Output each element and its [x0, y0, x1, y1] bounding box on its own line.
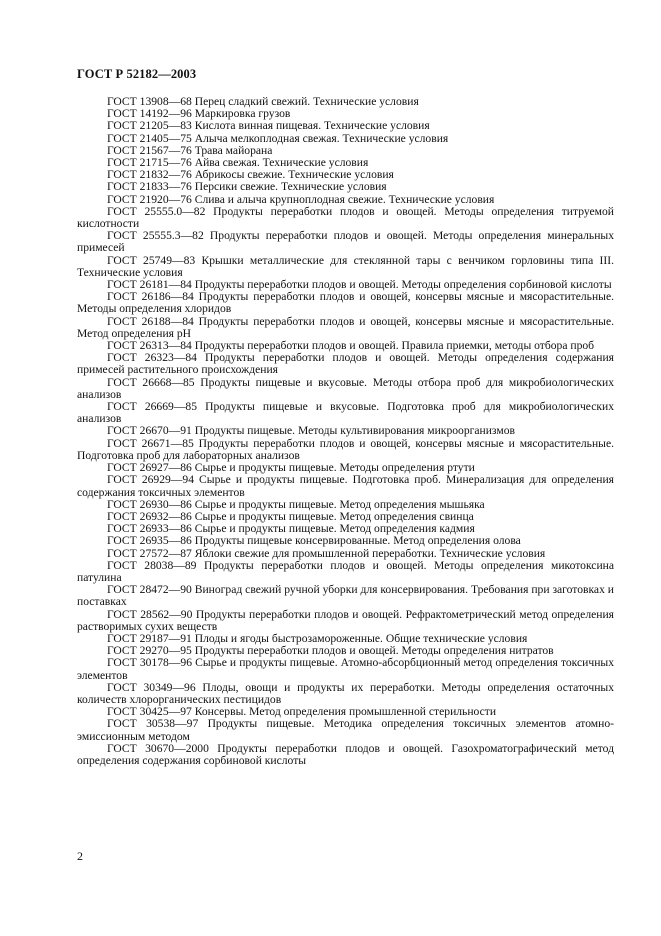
reference-item: ГОСТ 25555.3—82 Продукты переработки плодов и овощей. Методы определения минеральных примесей	[77, 229, 614, 255]
reference-item: ГОСТ 26181—84 Продукты переработки плодов и овощей. Методы определения сорбиновой кислоты	[107, 278, 612, 292]
reference-item: ГОСТ 21205—83 Кислота винная пищевая. Технические условия	[107, 119, 430, 133]
reference-item: ГОСТ 13908—68 Перец сладкий свежий. Технические условия	[107, 95, 419, 108]
reference-item: ГОСТ 29187—91 Плоды и ягоды быстрозамороженные. Общие технические условия	[107, 631, 528, 645]
reference-item: ГОСТ 26930—86 Сырье и продукты пищевые. Метод определения мышьяка	[107, 497, 485, 511]
page-number: 2	[77, 849, 83, 863]
reference-item: ГОСТ 26671—85 Продукты переработки плодов и овощей, консервы мясные и мясорастительные. Подготовка проб для лабораторных анализов	[77, 436, 614, 462]
reference-item: ГОСТ 26935—86 Продукты пищевые консервированные. Метод определения олова	[107, 534, 521, 548]
reference-item: ГОСТ 25555.0—82 Продукты переработки плодов и овощей. Методы определения титруемой кислотности	[77, 204, 614, 231]
reference-item: ГОСТ 30425—97 Консервы. Метод определения промышленной стерильности	[107, 705, 497, 719]
reference-item: ГОСТ 30670—2000 Продукты переработки плодов и овощей. Газохроматографический метод определения содержания сорбиновой кислоты	[77, 741, 614, 767]
reference-item: ГОСТ 26932—86 Сырье и продукты пищевые. Метод определения свинца	[107, 509, 474, 523]
reference-item: ГОСТ 21832—76 Абрикосы свежие. Технические условия	[107, 168, 394, 182]
reference-item: ГОСТ 26186—84 Продукты переработки плодов и овощей, консервы мясные и мясорастительные. Методы определения хлоридов	[77, 290, 614, 316]
reference-item: ГОСТ 14192—96 Маркировка грузов	[107, 107, 291, 121]
reference-item: ГОСТ 28038—89 Продукты переработки плодов и овощей. Методы определения микотоксина патулина	[77, 558, 614, 584]
reference-item: ГОСТ 26670—91 Продукты пищевые. Методы культивирования микроорганизмов	[107, 424, 515, 438]
reference-item: ГОСТ 30349—96 Плоды, овощи и продукты их переработки. Методы определения остаточных количеств хлорорганических пестицидов	[77, 680, 614, 706]
reference-item: ГОСТ 26669—85 Продукты пищевые и вкусовые. Подготовка проб для микробиологических анализов	[77, 400, 614, 426]
reference-item: ГОСТ 25749—83 Крышки металлические для стеклянной тары с венчиком горловины типа III. Технические условия	[77, 253, 614, 279]
reference-item: ГОСТ 21715—76 Айва свежая. Технические условия	[107, 156, 369, 170]
reference-item: ГОСТ 26927—86 Сырье и продукты пищевые. Методы определения ртути	[107, 461, 475, 475]
reference-item: ГОСТ 28472—90 Виноград свежий ручной уборки для консервирования. Требования при заготовках и поставках	[77, 583, 614, 609]
reference-item: ГОСТ 21567—76 Трава майорана	[107, 143, 273, 157]
reference-item: ГОСТ 21405—75 Алыча мелкоплодная свежая. Технические условия	[107, 131, 449, 145]
reference-item: ГОСТ 21920—76 Слива и алыча крупноплодная свежие. Технические условия	[107, 192, 495, 206]
reference-item: ГОСТ 26668—85 Продукты пищевые и вкусовые. Методы отбора проб для микробиологических анализов	[77, 375, 614, 401]
reference-item: ГОСТ 26323—84 Продукты переработки плодов и овощей. Методы определения содержания примесей растительного происхождения	[77, 351, 614, 377]
reference-item: ГОСТ 26933—86 Сырье и продукты пищевые. Метод определения кадмия	[107, 522, 475, 536]
reference-item: ГОСТ 21833—76 Персики свежие. Технические условия	[107, 180, 387, 194]
reference-item: ГОСТ 26313—84 Продукты переработки плодов и овощей. Правила приемки, методы отбора проб	[107, 339, 595, 353]
reference-item: ГОСТ 29270—95 Продукты переработки плодов и овощей. Методы определения нитратов	[107, 644, 554, 658]
normative-references-list	[77, 96, 614, 767]
reference-item: ГОСТ 30538—97 Продукты пищевые. Методика определения токсичных элементов атомно-эмиссионным методом	[77, 717, 614, 743]
reference-item: ГОСТ 26188—84 Продукты переработки плодов и овощей, консервы мясные и мясорастительные. Метод определения pH	[77, 314, 614, 340]
reference-item: ГОСТ 28562—90 Продукты переработки плодов и овощей. Рефрактометрический метод определения растворимых сухих веществ	[77, 607, 614, 633]
reference-item: ГОСТ 26929—94 Сырье и продукты пищевые. Подготовка проб. Минерализация для определения содержания токсичных элементов	[77, 473, 614, 499]
standard-header: ГОСТ Р 52182—2003	[77, 67, 197, 81]
reference-item: ГОСТ 30178—96 Сырье и продукты пищевые. Атомно-абсорбционный метод определения токсичных элементов	[77, 656, 614, 682]
reference-item: ГОСТ 27572—87 Яблоки свежие для промышленной переработки. Технические условия	[107, 546, 546, 560]
